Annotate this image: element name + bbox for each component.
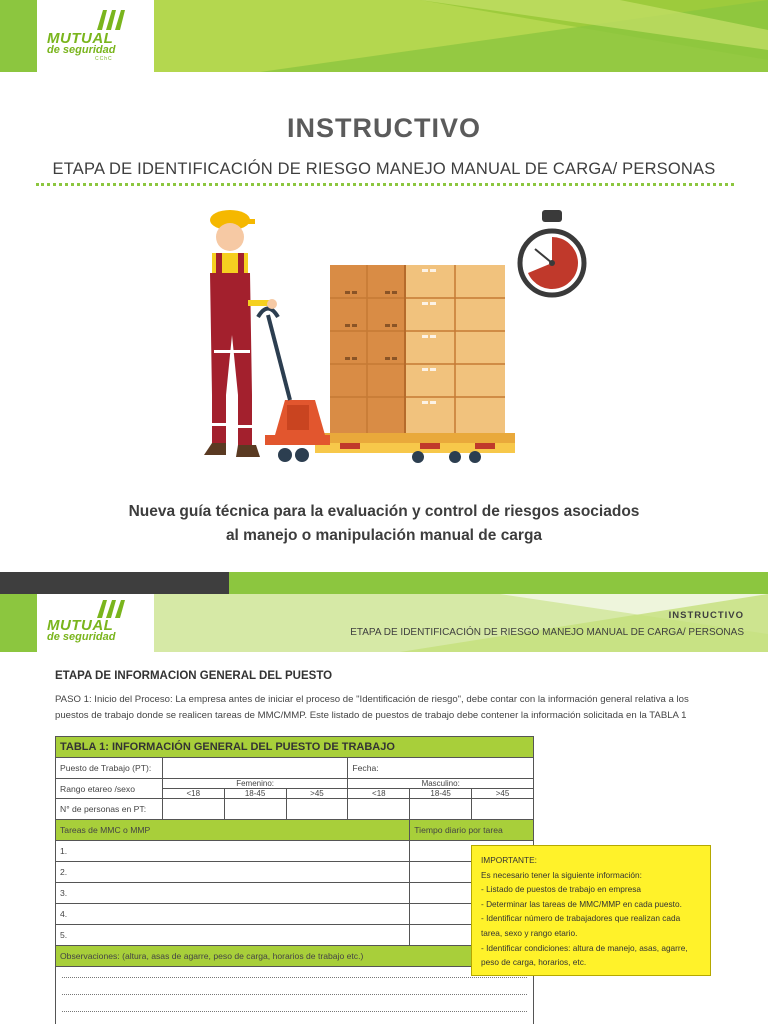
paso-1-text: PASO 1: Inicio del Proceso: La empresa antes de iniciar el proceso de "Identificación de riesgo", debe contar con la información general relativa a los puestos de trabajo donde se realicen tareas de MMC/MMP. Este listado de puestos de trabajo debe contener la información solicitada en la TABLA 1	[55, 694, 689, 721]
important-item: - Listado de puestos de trabajo en empresa	[481, 884, 642, 895]
personas-cell[interactable]	[162, 799, 224, 820]
task-row-2[interactable]: 2.	[56, 862, 410, 883]
task-row-5[interactable]: 5.	[56, 925, 410, 946]
general-info-table	[55, 736, 534, 1024]
guide-description	[0, 500, 768, 548]
table-title: TABLA 1: INFORMACIÓN GENERAL DEL PUESTO DE TRABAJO	[56, 737, 534, 758]
important-item: - Identificar número de trabajadores que realizan cada tarea, sexo y rango etario.	[481, 913, 681, 938]
personas-cell[interactable]	[348, 799, 410, 820]
dotted-divider	[36, 183, 734, 186]
logo-tiny: CChC	[95, 56, 113, 62]
logo-name: MUTUAL	[47, 30, 114, 47]
personas-cell[interactable]	[410, 799, 472, 820]
worker-pallet-illustration	[190, 205, 590, 470]
section-title: ETAPA DE INFORMACION GENERAL DEL PUESTO	[55, 670, 333, 682]
personas-label: N° de personas en PT:	[56, 799, 163, 820]
task-row-1[interactable]: 1.	[56, 841, 410, 862]
dotted-line	[62, 977, 527, 978]
important-item: - Identificar condiciones: altura de manejo, asas, agarre, peso de carga, horarios, etc.	[481, 942, 688, 968]
page-subtitle: ETAPA DE IDENTIFICACIÓN DE RIESGO MANEJO MANUAL DE CARGA/ PERSONAS	[52, 160, 716, 178]
form-page	[0, 594, 768, 1024]
fecha-label: Fecha:	[352, 763, 379, 773]
observaciones-field[interactable]	[56, 967, 534, 1024]
puesto-label: Puesto de Trabajo (PT):	[56, 758, 163, 779]
masculino-label: Masculino:	[348, 779, 534, 789]
dotted-line	[62, 994, 527, 995]
worker	[204, 210, 277, 457]
header-banner	[0, 0, 768, 72]
logo	[37, 0, 154, 72]
important-note	[471, 845, 711, 976]
guide-line-2: al manejo o manipulación manual de carga	[225, 527, 543, 544]
stopwatch-icon	[520, 210, 584, 295]
observaciones-header: Observaciones: (altura, asas de agarre, peso de carga, horarios de trabajo etc.)	[56, 946, 534, 967]
logo-mark-icon	[95, 8, 131, 32]
boxes-stack	[330, 265, 505, 435]
task-row-4[interactable]: 4.	[56, 904, 410, 925]
important-item: - Determinar las tareas de MMC/MMP en cada puesto.	[481, 898, 682, 909]
tareas-header: Tareas de MMC o MMP	[56, 820, 410, 841]
guide-line-1: Nueva guía técnica para la evaluación y control de riesgos asociados	[128, 503, 640, 520]
logo-2	[37, 594, 154, 652]
range-m-gt45[interactable]: >45	[472, 789, 534, 799]
personas-cell[interactable]	[286, 799, 348, 820]
puesto-input[interactable]	[162, 758, 348, 779]
femenino-label: Femenino:	[162, 779, 348, 789]
range-f-gt45[interactable]: >45	[286, 789, 348, 799]
important-title: IMPORTANTE:	[481, 855, 537, 865]
fecha-field[interactable]	[348, 758, 534, 779]
header-title: INSTRUCTIVO	[668, 610, 744, 621]
dotted-line	[62, 1011, 527, 1012]
logo-tagline: de seguridad	[47, 44, 116, 56]
range-m-18-45[interactable]: 18-45	[410, 789, 472, 799]
header-subtitle: ETAPA DE IDENTIFICACIÓN DE RIESGO MANEJO MANUAL DE CARGA/ PERSONAS	[350, 627, 744, 638]
logo-tagline-2: de seguridad	[47, 631, 116, 643]
page-title: INSTRUCTIVO	[286, 113, 481, 143]
range-f-lt18[interactable]: <18	[162, 789, 224, 799]
range-f-18-45[interactable]: 18-45	[224, 789, 286, 799]
range-m-lt18[interactable]: <18	[348, 789, 410, 799]
header-banner-2	[0, 594, 768, 652]
rango-label: Rango etareo /sexo	[56, 779, 163, 799]
page-divider	[0, 572, 768, 594]
personas-cell[interactable]	[224, 799, 286, 820]
logo-name-2: MUTUAL	[47, 617, 114, 634]
personas-cell[interactable]	[472, 799, 534, 820]
tiempo-header: Tiempo diario por tarea	[410, 820, 534, 841]
important-intro: Es necesario tener la siguiente información:	[481, 869, 642, 880]
task-row-3[interactable]: 3.	[56, 883, 410, 904]
